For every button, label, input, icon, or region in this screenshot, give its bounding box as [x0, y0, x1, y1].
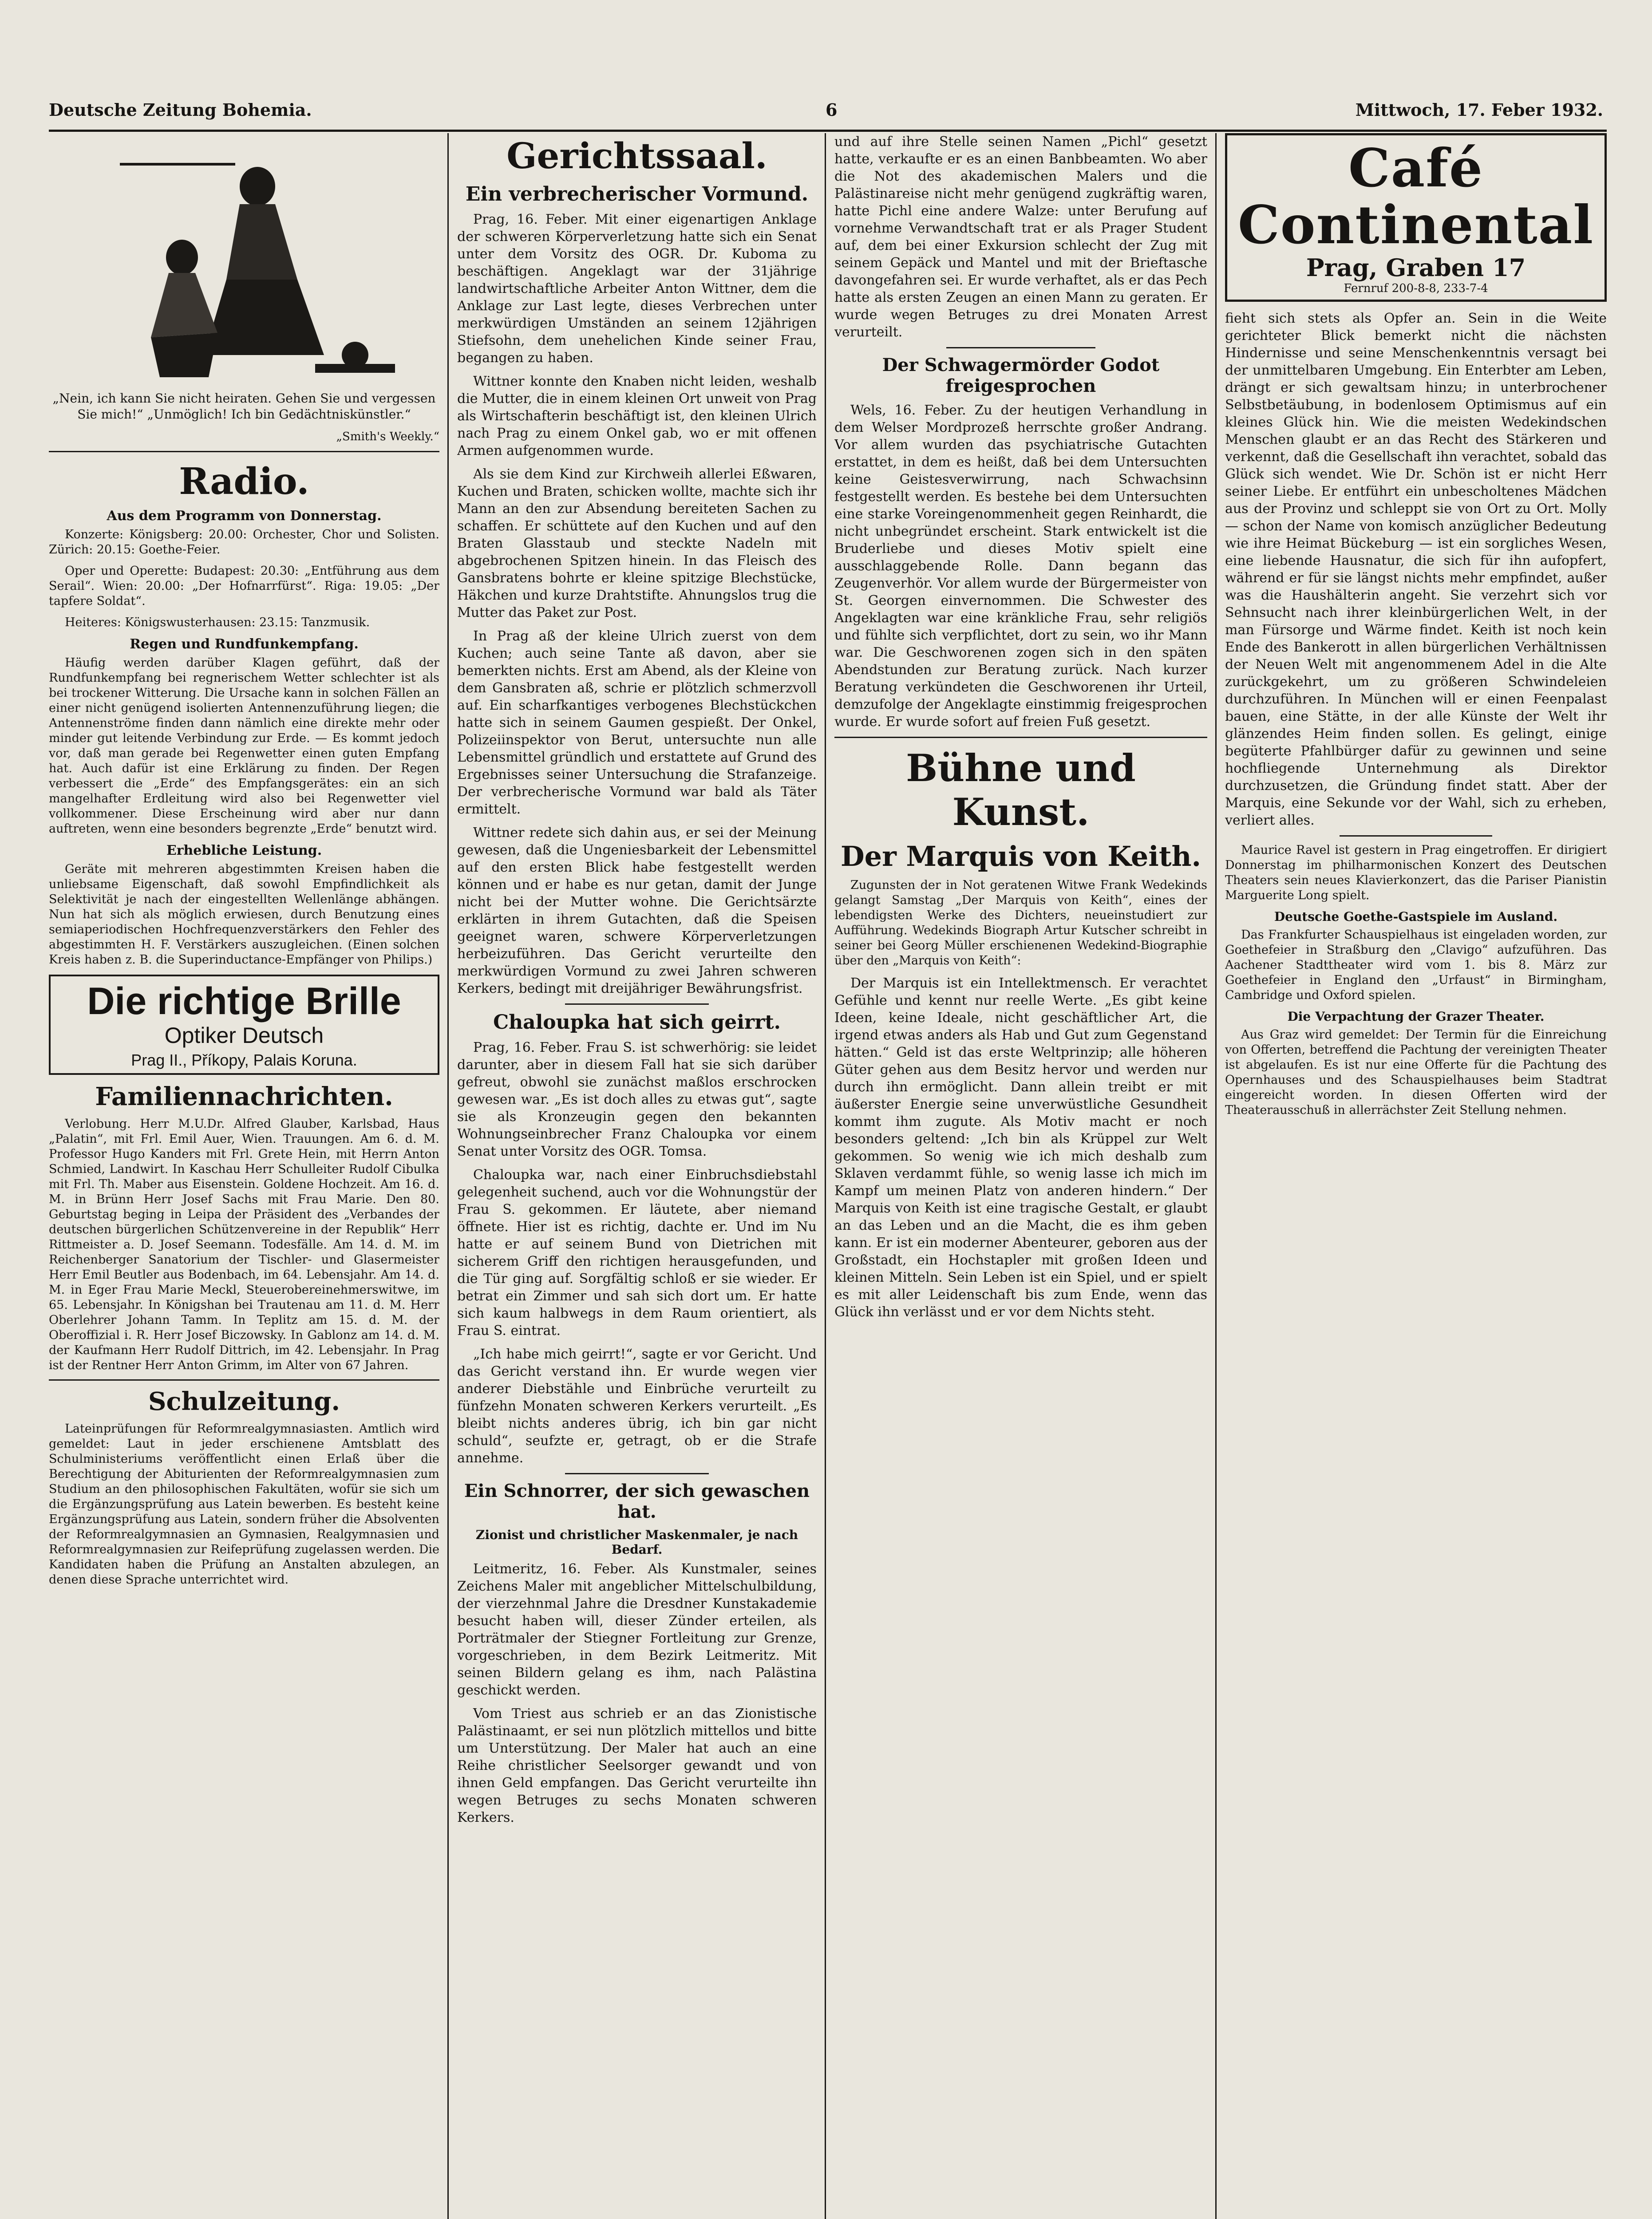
column-rule-1: [447, 133, 449, 2219]
article-2-p3: „Ich habe mich geirrt!“, sagte er vor Gericht. Und das Gericht verstand ihn. Er wurde wegen vier anderer Diebstähle und Einbrüche verurteilt zu fünfzehn Monaten schweren Kerkers verurteilt. „Es bleibt nichts anderes übrig, ich bin gar nicht schuld“, seufzte er, getragt, ob er die Strafe annehme.: [457, 1346, 817, 1466]
cartoon-caption: „Nein, ich kann Sie nicht heiraten. Gehen Sie und vergessen Sie mich!“ „Unmöglich! Ich bin Gedächtniskünstler.“: [52, 391, 436, 422]
marquis-heading: Der Marquis von Keith.: [840, 840, 1201, 873]
marquis-intro: Zugunsten der in Not geratenen Witwe Frank Wedekinds gelangt Samstag „Der Marquis von Keith“, eines der lebendigsten Werke des Dichters, neueinstudiert zur Aufführung. Wedekinds Biograph Artur Kutscher schreibt in seiner bei Georg Müller erschienenen Wedekind-Biographie über den „Marquis von Keith“:: [834, 878, 1207, 967]
divider: [49, 1379, 439, 1381]
ad-brille-name: Optiker Deutsch: [164, 1023, 324, 1048]
article-2-title: Chaloupka hat sich geirrt.: [493, 1011, 781, 1034]
familie-heading: Familiennachrichten.: [95, 1082, 393, 1111]
divider: [565, 1003, 709, 1005]
issue-date: Mittwoch, 17. Feber 1932.: [1355, 100, 1603, 120]
article-1-p5: Wittner redete sich dahin aus, er sei der Meinung gewesen, daß die Ungeniesbarkeit der Lebensmittel auf den ersten Blick habe festgestellt werden können und er habe es nur getan, damit der Junge nicht bei der Mutter wohne. Die Gerichtsärzte erklärten in ihrem Gutachten, daß die Speisen geeignet waren, schwere Körperverletzungen herbeizuführen. Das Gericht verurteilte den merkwürdigen Vormund zu zwei Jahren schweren Kerkers, bedingt mit dreijähriger Bewährungsfrist.: [457, 825, 817, 996]
news-graz-title: Die Verpachtung der Grazer Theater.: [1287, 1009, 1545, 1024]
article-1-p2: Wittner konnte den Knaben nicht leiden, weshalb die Mutter, die in einem kleinen Ort unweit von Prag als Wirtschafterin beschäftigt ist, den kleinen Ulrich nach Prag zu einem Onkel gab, wo er mit offenen Armen aufgenommen wurde.: [457, 374, 817, 458]
marquis-continuation: fieht sich stets als Opfer an. Sein in die Weite gerichteter Blick bemerkt nicht die nächsten Hindernisse und seine Menschenkenntnis versagt bei der unmittelbaren Umgebung. Ein Enterbter am Leben, drängt er sich gewaltsam hinzu; in unterbrochener Selbstbetäubung, in bodenlosem Optimismus auf ein kleines Glück hin. Wie die meisten Wedekindschen Menschen glaubt er an das Recht des Stärkeren und verkennt, daß die Gesellschaft ihn verachtet, sobald das Glück sich wendet. Wie Dr. Schön ist er nicht Herr seiner Liebe. Er entführt ein unbescholtenes Mädchen aus der Provinz und schleppt sie von Ort zu Ort. Molly — schon der Name von komisch anzüglicher Bedeutung wie ihre Heimat Bückeburg — ist ein sorgliches Wesen, eine liebende Hausnatur, die sich für ihn aufopfert, während er für sie längst nichts mehr empfindet, außer was die Haushälterin angeht. Sie verzehrt sich vor Sehnsucht nach ihrer kleinbürgerlichen Welt, in der man Fürsorge und Wärme findet. Keith ist noch kein Ende des Bankerott in allen bürgerlichen Verhältnissen der Neuen Welt mit angenommenem Adel in die Alte zurückgekehrt, um zu größeren Schwindeleien durchzuführen. In München will er einen Feenpalast bauen, eine Stätte, in der alle Künste der Welt ihr glänzendes Heim finden sollen. Es gelingt, einige begüterte Pfahlbürger dafür zu gewinnen und seine hochfliegende Unternehmung als Direktor durchzusetzen, die Gründung findet statt. Aber der Marquis, eine Sekunde vor der Wahl, sich zu erheben, verliert alles.: [1225, 311, 1607, 828]
news-ravel: Maurice Ravel ist gestern in Prag eingetroffen. Er dirigiert Donnerstag im philharmonischen Konzert des Deutschen Theaters sein neues Klavierkonzert, das die Pariser Pianistin Marguerite Long spielt.: [1225, 843, 1607, 902]
article-1-title: Ein verbrecherischer Vormund.: [465, 183, 809, 205]
radio-concerts: Konzerte: Königsberg: 20.00: Orchester, Chor und Solisten. Zürich: 20.15: Goethe-Feier.: [49, 528, 439, 557]
optiker-advertisement: [49, 975, 439, 1075]
paper-name: Deutsche Zeitung Bohemia.: [49, 100, 312, 120]
column-4: [1225, 133, 1607, 2219]
schul-text: Lateinprüfungen für Reformrealgymnasiasten. Amtlich wird gemeldet: Laut in jeder erschienene Amtsblatt des Schulministeriums veröffentlicht einen Erlaß über die Berechtigung der Abiturienten der Reformrealgymnasien zum Studium an den philosophischen Fakultäten, wofür sie sich um die Ergänzungsprüfung aus Latein bewerben. Es besteht keine Ergänzungsprüfung aus Latein, sondern früher die Absolventen der Reformrealgymnasien an Gymnasien, Realgymnasien und Reformrealgymnasien zur Reifeprüfung zugelassen werden. Die Kandidaten haben die Prüfung an Anstalten abzulegen, an denen diese Sprache unterrichtet wird.: [49, 1422, 439, 1587]
page-number: 6: [826, 100, 838, 120]
article-3-subtitle: Zionist und christlicher Maskenmaler, je nach Bedarf.: [475, 1528, 798, 1557]
column-rule-3: [1215, 133, 1217, 2219]
schul-heading: Schulzeitung.: [148, 1387, 340, 1416]
radio-light: Heiteres: Königswusterhausen: 23.15: Tanzmusik.: [65, 616, 370, 629]
article-4-title: Der Schwagermörder Godot freigesprochen: [882, 355, 1160, 396]
article-3-p1: Leitmeritz, 16. Feber. Als Kunstmaler, seines Zeichens Maler mit angeblicher Mittelschulbildung, der vierzehnmal Jahre die Dresdner Kunstakademie besucht haben will, dieser Zünder erteilen, als Porträtmaler der Stiegner Fortleitung zur Grenze, vorgeschrieben, in dem Bezirk Leitmeritz. Mit seinen Bildern gelang es ihm, nach Palästina geschickt werden.: [457, 1561, 817, 1698]
ad-cafe-phone: Fernruf 200-8-8, 233-7-4: [1344, 282, 1488, 295]
divider: [565, 1473, 709, 1474]
news-graz: Aus Graz wird gemeldet: Der Termin für die Einreichung von Offerten, betreffend die Pachtung der vereinigten Theater ist abgelaufen. Es ist nur eine Offerte für die Pachtung des Opernhauses und des Schauspielhauses beim Stadtrat eingereicht worden. In diesen Offerten wird der Theaterausschuß in allerrächster Zeit Stellung nehmen.: [1225, 1028, 1607, 1117]
leistung-text: Geräte mit mehreren abgestimmten Kreisen haben die unliebsame Eigenschaft, daß sowohl Empfindlichkeit als Selektivität je nach der eingestellten Wellenlänge abhängen. Nun hat sich als möglich erwiesen, durch Benutzung eines semiaperiodischen Hochfrequenzverstärkers den Fehler des abgestimmten H. F. Verstärkers auszugleichen. (Einen solchen Kreis haben z. B. die Superinductance-Empfänger von Philips.): [49, 862, 439, 967]
ad-brille-address: Prag II., Příkopy, Palais Koruna.: [131, 1051, 357, 1069]
marquis-text: Der Marquis ist ein Intellektmensch. Er verachtet Gefühle und kennt nur reelle Werte. „Es gibt keine Ideen, keine Ideale, nicht geschäftlicher Art, die irgend etwas anders als Hab und Gut zum Gegenstand hätten.“ Geld ist das erste Weltprinzip; alle höheren Güter gehen aus dem Besitz hervor und werden nur durch ihn ermöglicht. Dann allein treibt er mit äußerster Energie seine unverwüstliche Gesundheit kommt ihm zugute. Als Motiv macht er noch besonders geltend: „Ich bin als Krüppel zur Welt gekommen. So wenig wie ich mich deshalb zum Sklaven verdammt fühle, so wenig lasse ich mich im Kampf um meinen Platz von anderen hindern.“ Der Marquis von Keith ist eine tragische Gestalt, er glaubt an das Leben und an die Macht, die es ihm geben kann. Er ist ein moderner Abenteurer, geboren aus der Großstadt, ein Hochstapler mit großen Ideen und kleinen Mitteln. Sein Leben ist ein Spiel, und er spielt es mit aller Leidenschaft bis zum Ende, wenn das Glück ihn verlässt und er vor dem Nichts steht.: [834, 975, 1207, 1320]
masthead-row: [49, 100, 1603, 126]
cartoon-drawing-icon: [49, 146, 439, 386]
radio-opera: Oper und Operette: Budapest: 20.30: „Entführung aus dem Serail“. Wien: 20.00: „Der Hofnarrfürst“. Riga: 19.05: „Der tapfere Soldat“.: [49, 564, 439, 608]
buhne-heading: Bühne und Kunst.: [906, 746, 1136, 834]
divider: [1340, 835, 1492, 837]
column-1: [49, 133, 439, 2219]
article-1-p3: Als sie dem Kind zur Kirchweih allerlei Eßwaren, Kuchen und Braten, schicken wollte, machte sich ihr Mann an den zur Absendung bereiteten Sachen zu schaffen. Er schüttete auf den Kuchen und auf den Braten Glasstaub und steckte Nadeln mit abgebrochenen Spitzen hinein. In das Fleisch des Gansbratens bohrte er kleine spitzige Blechstücke, Häkchen und kurze Drahtstifte. Ahnungslos trug die Mutter das Paket zur Post.: [457, 466, 817, 620]
article-4-text: Wels, 16. Feber. Zu der heutigen Verhandlung in dem Welser Mordprozeß herrschte großer Andrang. Vor allem wurden das psychiatrische Gutachten erstattet, in dem es heißt, daß bei dem Untersuchten keine Geistesverwirrung, nach Schwachsinn festgestellt werden. Es bestehe bei dem Untersuchten eine starke Voreingenommenheit gegen Reinhardt, die nicht unbegründet erscheint. Stark entwickelt ist die Bruderliebe und dieses Motiv spielt eine ausschlaggebende Rolle. Dann begann das Zeugenverhör. Vor allem wurde der Bürgermeister von St. Georgen einvernommen. Die Schwester des Angeklagten war eine kränkliche Frau, sehr religiös und fühlte sich verpflichtet, dort zu sein, wo ihr Mann war. Die Geschworenen zogen sich in den späten Abendstunden zur Beratung zurück. Nach kurzer Beratung verkündeten die Geschworenen ihr Urteil, demzufolge der Angeklagte einstimmig freigesprochen wurde. Er wurde sofort auf freien Fuß gesetzt.: [834, 403, 1207, 730]
article-1-p1: Prag, 16. Feber. Mit einer eigenartigen Anklage der schweren Körperverletzung hatte sich ein Senat unter dem Vorsitz des OGR. Dr. Kuboma zu beschäftigen. Angeklagt war der 31jährige landwirtschaftliche Arbeiter Anton Wittner, dem die Anklage zur Last legte, dieses Verbrechen unter merkwürdigen Umständen an seinem 12jährigen Stiefsohn, dem unehelichen Kinde seiner Frau, begangen zu haben.: [457, 212, 817, 366]
divider: [49, 451, 439, 452]
article-3-title: Ein Schnorrer, der sich gewaschen hat.: [464, 1481, 810, 1522]
article-1-p4: In Prag aß der kleine Ulrich zuerst von dem Kuchen; auch seine Tante aß davon, aber sie bemerkten nichts. Erst am Abend, als der Kleine von dem Gansbraten aß, schrie er plötzlich schmerzvoll auf. Ein scharfkantiges verbogenes Blechstückchen hatte sich in seinem Gaumen gespießt. Der Onkel, Polizeiinspektor von Berut, untersuchte nun alle Lebensmittel gründlich und erstattete auf Grund des Ergebnisses seiner Untersuchung die Strafanzeige. Der verbrecherische Vormund war bald als Täter ermittelt.: [457, 628, 817, 817]
column-2: [457, 133, 817, 2219]
radio-subheading: Aus dem Programm von Donnerstag.: [107, 508, 382, 524]
news-goethe-title: Deutsche Goethe-Gastspiele im Ausland.: [1274, 909, 1558, 924]
gerichtssaal-heading: Gerichtssaal.: [506, 135, 767, 177]
cartoon-illustration: [49, 146, 439, 386]
divider: [946, 347, 1095, 348]
ad-cafe-name: Café Continental: [1237, 137, 1594, 256]
article-3-p2: Vom Triest aus schrieb er an das Zionistische Palästinaamt, er sei nun plötzlich mittellos und bitte um Unterstützung. Der Maler hat auch an eine Reihe christlicher Seelsorger gewandt und von ihnen Geld empfangen. Das Gericht verurteilte ihn wegen Betruges zu sechs Monaten schweren Kerkers.: [457, 1706, 817, 1825]
header-rule: [49, 130, 1607, 132]
news-goethe: Das Frankfurter Schauspielhaus ist eingeladen worden, zur Goethefeier in Straßburg den „Clavigo“ aufzuführen. Das Aachener Stadttheater wird vom 1. bis 8. März zur Goethefeier in England den „Urfaust“ in Birmingham, Cambridge und Oxford spielen.: [1225, 928, 1607, 1002]
leistung-heading: Erhebliche Leistung.: [166, 843, 322, 858]
radio-heading: Radio.: [179, 460, 309, 503]
ad-brille-headline: Die richtige Brille: [87, 980, 401, 1023]
divider: [834, 737, 1207, 738]
column-3: [834, 133, 1207, 2219]
familie-text: Verlobung. Herr M.U.Dr. Alfred Glauber, Karlsbad, Haus „Palatin“, mit Frl. Emil Auer, Wien. Trauungen. Am 6. d. M. Professor Hugo Kanders mit Frl. Grete Hein, mit Herrn Anton Schmied, Landwirt. In Kaschau Herr Schulleiter Rudolf Cibulka mit Frl. Th. Maber aus Eisenstein. Goldene Hochzeit. Am 16. d. M. in Brünn Herr Josef Sachs mit Frau Marie. Den 80. Geburtstag beging in Leipa der Präsident des „Verbandes der deutschen bürgerlichen Schützenvereine in der Republik“ Herr Rittmeister a. D. Josef Seemann. Todesfälle. Am 14. d. M. im Reichenberger Sanatorium der Tischler- und Glasermeister Herr Emil Beutler aus Bodenbach, im 64. Lebensjahr. Am 14. d. M. in Eger Frau Marie Meckl, Steuerobereinehmerswitwe, im 65. Lebensjahr. In Königshan bei Trautenau am 11. d. M. Herr Oberlehrer Johann Tamm. In Teplitz am 15. d. M. der Oberoffizial i. R. Herr Josef Biczowsky. In Gablonz am 14. d. M. der Kaufmann Herr Rudolf Dittrich, im 42. Lebensjahr. In Prag ist der Rentner Herr Anton Grimm, im Alter von 67 Jahren.: [49, 1117, 439, 1372]
article-3-continuation: und auf ihre Stelle seinen Namen „Pichl“ gesetzt hatte, verkaufte er es an einen Banbbeamten. Wo aber die Not des akademischen Malers und die Palästinareise nicht mehr genügend zugkräftig waren, hatte Pichl eine andere Walze: unter Berufung auf vornehme Verwandtschaft trat er als Prager Student auf, dem bei einer Exkursion schlecht der Zug mit seinem Gepäck und Mantel und mit der Brieftasche davongefahren sei. Er wurde verhaftet, als er das Pech hatte als ersten Zeugen an einen Mann zu geraten. Er wurde wegen Betruges zu drei Monaten Arrest verurteilt.: [834, 134, 1207, 340]
ad-cafe-address: Prag, Graben 17: [1306, 253, 1526, 282]
cartoon-credit: „Smith's Weekly.“: [336, 430, 439, 443]
article-2-p2: Chaloupka war, nach einer Einbruchsdiebstahl gelegenheit suchend, auch vor die Wohnungstür der Frau S. gekommen. Er läutete, aber niemand öffnete. Hier ist es richtig, dachte er. Und im Nu hatte er auf seinem Bund von Dietrichen mit sicherem Griff den richtigen herausgefunden, und die Tür ging auf. Sorgfältig schloß er sie wieder. Er betrat ein Zimmer und sah sich dort um. Er hatte sich kaum halbwegs in dem Raum orientiert, als Frau S. eintrat.: [457, 1167, 817, 1339]
column-rule-2: [825, 133, 826, 2219]
article-2-p1: Prag, 16. Feber. Frau S. ist schwerhörig: sie leidet darunter, aber in diesem Fall hat sie sich darüber gefreut, obwohl sie zunächst maßlos erschrocken gewesen war. „Es ist doch alles zu etwas gut“, sagte sie als Kronzeugin gegen den bekannten Wohnungseinbrecher Franz Chaloupka vor einem Senat unter Vorsitz des OGR. Tomsa.: [457, 1040, 817, 1159]
cafe-advertisement: [1225, 133, 1607, 302]
regen-text: Häufig werden darüber Klagen geführt, daß der Rundfunkempfang bei regnerischem Wetter schlechter ist als bei trockener Witterung. Die Ursache kann in solchen Fällen an einer nicht genügend isolierten Antennenzuführung liegen; die Antennenströme finden dann nämlich eine direkte mehr oder minder gut leitende Verbindung zur Erde. — Es kommt jedoch vor, daß man gerade bei Regenwetter einen guten Empfang hat. Auch dafür ist eine Erklärung zu finden. Der Regen verbessert die „Erde“ des Empfangsgerätes: ein an sich mangelhafter Erdleitung wird also bei Regenwetter viel vollkommener. Diese Erscheinung wird aber nur dann auftreten, wenn eine besonders begrenzte „Erde“ benutzt wird.: [49, 656, 439, 836]
regen-heading: Regen und Rundfunkempfang.: [130, 636, 359, 652]
